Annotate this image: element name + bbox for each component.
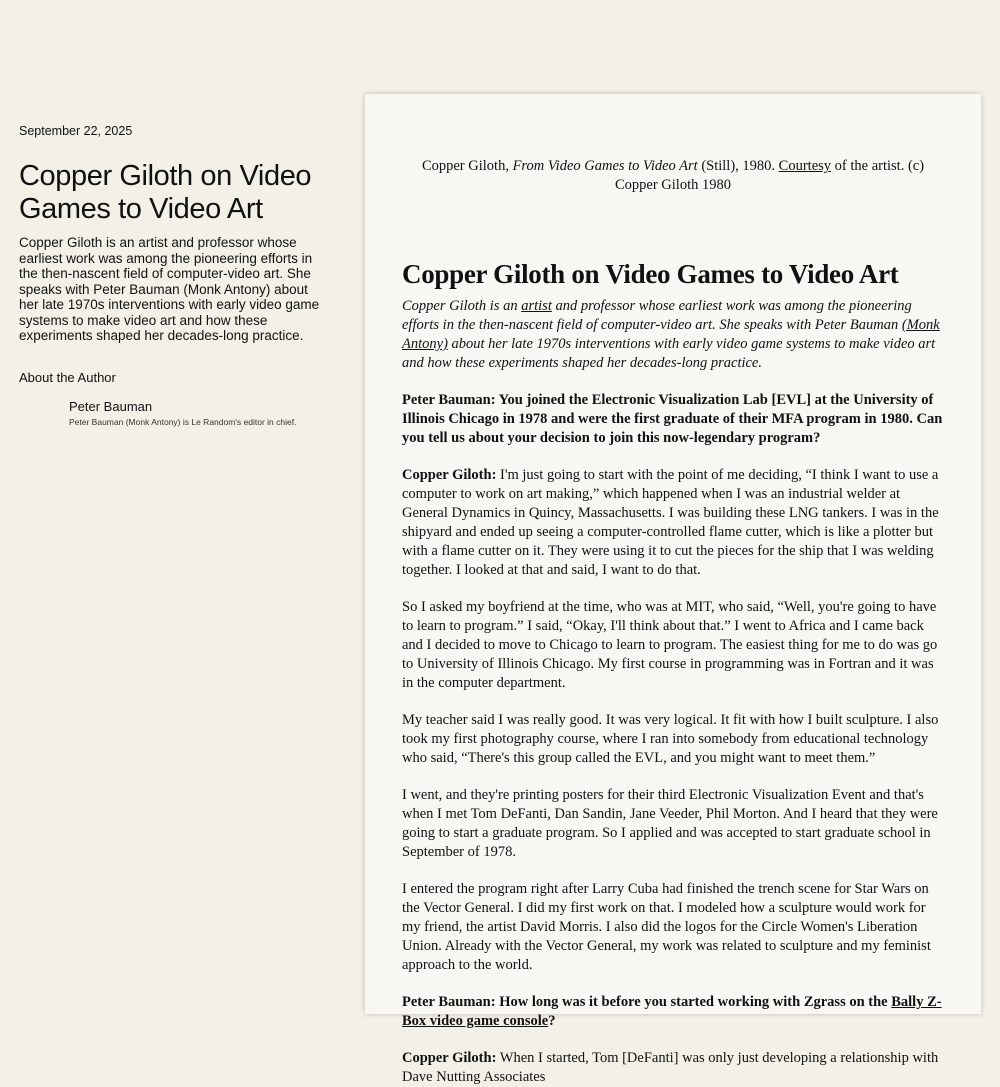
- question-text: Peter Bauman: How long was it before you started working with Zgrass on the: [402, 994, 892, 1010]
- question-text: ?: [548, 1013, 556, 1029]
- caption-artist: Copper Giloth,: [421, 158, 513, 174]
- lead-text: about her late 1970s interventions with early video game systems to make video art and how these experiments shaped her decades-long practice.: [402, 336, 936, 371]
- caption-copyright: of the artist. (c) Copper Giloth 1980: [615, 158, 925, 193]
- author-card: [69, 399, 329, 427]
- caption-work-title: From Video Games to Video Art: [512, 158, 698, 174]
- lead-text: and professor whose earliest work was among the pioneering efforts in the then-nascent field of computer-video art. She speaks with Peter Bauman: [402, 298, 912, 333]
- interview-answer: [402, 466, 944, 580]
- interview-question: [402, 993, 944, 1031]
- sidebar-summary: Copper Giloth is an artist and professor whose earliest work was among the pioneering efforts in the then-nascent field of computer-video art. She speaks with Peter Bauman (Monk Antony) about her late 1970s interventions with early video game systems to make video art and how these experiments shaped her decades-long practice.: [19, 235, 320, 343]
- caption-details: (Still), 1980.: [697, 158, 779, 174]
- article-lead: [402, 297, 944, 373]
- interview-answer: [402, 1049, 944, 1087]
- interview-question: Peter Bauman: You joined the Electronic Visualization Lab [EVL] at the University of Illinois Chicago in 1978 and were the first graduate of their MFA program in 1980. Can you tell us about your decision to join this now-legendary program?: [402, 392, 943, 446]
- article-title: Copper Giloth on Video Games to Video Art: [402, 259, 899, 289]
- answer-paragraph: So I asked my boyfriend at the time, who was at MIT, who said, “Well, you're going to have to learn to program.” I said, “Okay, I'll think about that.” I went to Africa and I came back and I decided to move to Chicago to learn to program. The easiest thing for me to do was go to University of Illinois Chicago. My first course in programming was in Fortran and it was in the computer department.: [402, 599, 938, 691]
- article-card[interactable]: [365, 94, 981, 1085]
- sidebar: [19, 124, 329, 427]
- speaker-label: Copper Giloth:: [402, 1050, 497, 1066]
- lead-text: Copper Giloth is an: [402, 298, 522, 314]
- caption-courtesy-link[interactable]: Courtesy: [778, 158, 832, 174]
- answer-paragraph: I entered the program right after Larry Cuba had finished the trench scene for Star Wars on the Vector General. I did my first work on that. I modeled how a sculpture would work for my friend, the artist David Morris. I also did the logos for the Circle Women's Liberation Union. Already with the Vector General, my work was related to sculpture and my feminist approach to the world.: [402, 881, 931, 973]
- answer-text: When I started, Tom [DeFanti] was only just developing a relationship with Dave Nutting Associates: [402, 1050, 939, 1085]
- about-author-heading: About the Author: [19, 369, 116, 385]
- answer-text: I'm just going to start with the point of me deciding, “I think I want to use a computer to work on art making,” which happened when I was an industrial welder at General Dynamics in Quincy, Massachusetts. I was building these LNG tankers. I was in the shipyard and ended up seeing a computer-controlled flame cutter, which is like a plotter but with a flame cutter on it. They were using it to cut the pieces for the ship that I was welding together. I looked at that and said, I want to do that.: [402, 467, 939, 578]
- post-date: September 22, 2025: [19, 124, 133, 138]
- author-name[interactable]: Peter Bauman: [69, 398, 153, 414]
- image-caption: [416, 157, 930, 195]
- artist-link[interactable]: artist: [521, 298, 552, 314]
- speaker-label: Copper Giloth:: [402, 467, 497, 483]
- author-bio: Peter Bauman (Monk Antony) is Le Random's editor in chief.: [69, 416, 297, 427]
- sidebar-title: Copper Giloth on Video Games to Video Art: [19, 160, 312, 225]
- monk-antony-link[interactable]: (Monk Antony): [402, 317, 940, 352]
- answer-paragraph: I went, and they're printing posters for their third Electronic Visualization Event and that's when I met Tom DeFanti, Dan Sandin, Jane Veeder, Phil Morton. And I heard that they were going to start a graduate program. So I applied and was accepted to start graduate school in September of 1978.: [402, 787, 938, 860]
- answer-paragraph: My teacher said I was really good. It was very logical. It fit with how I built sculpture. I also took my first photography course, where I ran into somebody from educational technology who said, “There's this group called the EVL, and you might want to meet them.”: [402, 712, 939, 766]
- bally-zbox-link[interactable]: Bally Z-Box video game console: [402, 994, 942, 1029]
